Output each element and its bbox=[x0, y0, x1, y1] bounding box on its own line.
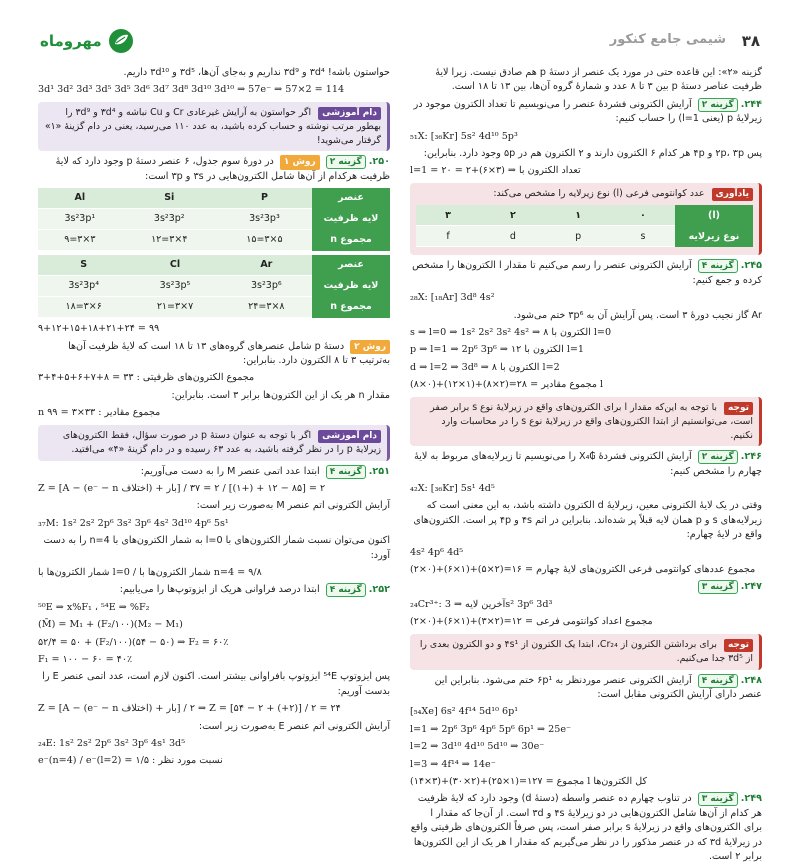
question-text: مقدار n هر یک از این الکترون‌ها برابر ۳ است. بنابراین: bbox=[171, 389, 390, 401]
equation: p ⇒ l=1 ⇒ 2p⁶ 3p⁶ ⇒ ۱۲ الکترون با l=1 bbox=[410, 344, 585, 356]
question-248 bbox=[410, 674, 762, 703]
equation: F₁ = ۱۰۰ − ۶۰ = ۴۰٪ bbox=[38, 654, 133, 666]
equation: 3d¹ 3d² 3d³ 3d⁵ 3d⁵ 3d⁶ 3d⁷ 3d⁸ 3d¹⁰ 3d¹⁰ ⇒ 57e⁻ ⇒ 57×2 = 114 bbox=[38, 84, 345, 96]
table-cell: ۱ bbox=[546, 205, 611, 226]
equation: 4s² 4p⁶ 4d⁵ bbox=[410, 546, 464, 558]
method-2 bbox=[38, 340, 390, 369]
equation: ₂₄E: 1s² 2s² 2p⁶ 3s² 3p⁶ 4s¹ 3d⁵ bbox=[38, 738, 186, 750]
attention-box bbox=[410, 397, 762, 447]
table-cell: Al bbox=[38, 188, 122, 209]
question-247 bbox=[410, 580, 762, 594]
equation: ۹+۱۲+۱۵+۱۸+۲۱+۲۴ = ۹۹ bbox=[38, 323, 160, 335]
table-header: عنصر bbox=[312, 255, 390, 276]
table-cell: ۰ bbox=[611, 205, 675, 226]
table-cell: ۳×۳=۹ bbox=[38, 230, 122, 251]
equation: ۵۲/۴ = ۵۰ + (F₂/۱۰۰)(۵۴ − ۵۰) ⇒ F₂ = ۶۰٪ bbox=[38, 636, 229, 648]
question-text: دستهٔ p شامل عنصرهای گروه‌های ۱۳ تا ۱۸ است که لایهٔ ظرفیت آن‌ها به‌ترتیب ۳ تا ۸ الکترون دارد. بنابراین: bbox=[68, 340, 390, 366]
question-251 bbox=[38, 465, 390, 479]
question-text: ابتدا درصد فراوانی هریک از ایزوتوپ‌ها را می‌یابیم: bbox=[119, 584, 320, 596]
question-number: ۲۴۹. bbox=[740, 793, 762, 805]
page-number: ۳۸ bbox=[741, 32, 760, 50]
equation: (۲×۰)+(۶×۱)+(۳×۲)=۱۲ = مجموع اعداد کوانتومی فرعی bbox=[410, 616, 653, 628]
table-cell: S bbox=[38, 255, 129, 276]
table-header: مجموع n bbox=[312, 297, 390, 318]
method-label: روش ۲ bbox=[350, 340, 390, 354]
table-cell: d bbox=[480, 226, 545, 247]
table-header: عنصر bbox=[312, 188, 390, 209]
equation: ₂₄Cr³⁺: آخرین لایه ⇒ 3s² 3p⁶ 3d³ bbox=[410, 598, 553, 610]
question-text: آرایش الکترونی عنصر موردنظر به ۶p¹ ختم می‌شود. بنابراین این عنصر دارای آرایش الکترونی مقابل است: bbox=[434, 674, 762, 700]
table-cell: p bbox=[546, 226, 611, 247]
question-246 bbox=[410, 450, 762, 479]
table-cell: ۳ bbox=[416, 205, 480, 226]
right-column bbox=[410, 66, 762, 863]
answer-badge: گزینه ۲ bbox=[326, 155, 366, 169]
question-number: ۲۵۰. bbox=[368, 156, 390, 168]
table-cell: 3s²3p⁴ bbox=[38, 276, 129, 297]
attention-label: توجه bbox=[724, 402, 753, 416]
question-text: Ar گاز نجیب دورهٔ ۳ است. پس آرایش آن به ۳p⁶ ختم می‌شود. bbox=[513, 309, 762, 321]
valence-table-1 bbox=[38, 188, 390, 251]
equation: n مجموع مقادیر : ۳۳×۳ = ۹۹ bbox=[38, 407, 161, 419]
equation: ۳+۴+۵+۶+۷+۸ = ۳۳ : مجموع الکترون‌های ظرفیتی bbox=[38, 372, 255, 384]
question-text: وقتی در یک لایهٔ الکترونی معین، زیرلایهٔ d الکترون داشته باشد، به این معنی است که زیرلایه‌های s و p همان لایه قبلاً پر شده‌اند. بنابراین در اتم ۴s و ۴p پر است. الکترون‌های واقع در لایهٔ چهارم: bbox=[413, 500, 762, 541]
equation: l=2 ⇒ 3d¹⁰ 4d¹⁰ 5d¹⁰ ⇒ 30e⁻ bbox=[410, 741, 545, 753]
question-number: ۲۵۱. bbox=[368, 465, 390, 477]
table-cell: 3s²3p¹ bbox=[38, 209, 122, 230]
trap-label: دام آموزشی bbox=[318, 430, 381, 444]
question-text: ابتدا عدد اتمی عنصر M را به دست می‌آوریم: bbox=[140, 465, 320, 477]
question-245 bbox=[410, 259, 762, 288]
brand-leaf-icon bbox=[108, 28, 134, 54]
table-cell: ۴×۳=۱۲ bbox=[122, 230, 217, 251]
table-cell: s bbox=[611, 226, 675, 247]
equation: s ⇒ l=0 ⇒ 1s² 2s² 3s² 4s² ⇒ ۸ الکترون با l=0 bbox=[410, 326, 612, 338]
answer-badge: گزینه ۴ bbox=[326, 583, 366, 597]
reminder-box bbox=[410, 183, 762, 256]
reminder-text: عدد کوانتومی فرعی (l) نوع زیرلایه را مشخص می‌کند: bbox=[493, 187, 705, 199]
question-text: در تناوب چهارم ده عنصر واسطه (دستهٔ d) وجود دارد که لایهٔ ظرفیت هر کدام از آن‌ها شامل الکترون‌هایی در دو زیرلایهٔ ۴s و ۳d است. از آن‌جا که مقدار l برای الکترون‌های واقع در زیرلایهٔ s برابر صفر است، پس صرفاً الکترون‌های ظرفیتی واقع در زیرلایهٔ ۳d که در عنصر مذکور را در نظر می‌گیریم که مقدار l هر یک از این الکترون‌ها برابر ۲ است. bbox=[410, 793, 762, 863]
table-cell: ۸×۳=۲۴ bbox=[221, 297, 312, 318]
answer-badge: گزینه ۴ bbox=[698, 259, 738, 273]
question-text: آرایش الکترونی عنصر را رسم می‌کنیم تا مقدار l الکترون‌ها را مشخص کرده و جمع کنیم: bbox=[412, 260, 762, 286]
equation: (۲×۰)+(۶×۱)+(۵×۲)=۱۶ = مجموع عددهای کوانتومی فرعی الکترون‌های لایهٔ چهارم bbox=[410, 563, 756, 575]
attention-text: برای برداشتن الکترون از Cr₂₄، ابتدا یک الکترون از ۴s¹ و دو الکترون بعدی را از ۳d⁵ جدا می‌کنیم. bbox=[419, 638, 753, 665]
question-number: ۲۴۵. bbox=[740, 260, 762, 272]
table-cell: 3s²3p⁶ bbox=[221, 276, 312, 297]
equation: (۸×۰)+(۱۲×۱)+(۸×۲)=۲۸ = مجموع مقادیر l bbox=[410, 379, 604, 391]
left-column bbox=[38, 66, 390, 780]
question-number: ۲۴۸. bbox=[740, 674, 762, 686]
valence-table-2 bbox=[38, 255, 390, 318]
table-cell: ۷×۳=۲۱ bbox=[129, 297, 220, 318]
equation: Z = [A − (e⁻ − n اختلاف) + بار] / ۲ ⇒ Z = [۵۴ − ۲ + (+۲)] / ۲ = ۲۴ bbox=[38, 703, 341, 715]
equation: l=3 ⇒ 4f¹⁴ ⇒ 14e⁻ bbox=[410, 758, 496, 770]
paragraph: گزینه «۲»: این قاعده حتی در مورد یک عنصر از دستهٔ p هم صادق نیست. زیرا لایهٔ ظرفیت عناصر دستهٔ p بین ۳ تا ۸ عدد و شمارهٔ گروه آن‌ها، بین ۱۳ تا ۱۸ است. bbox=[435, 67, 762, 93]
method-label: روش ۱ bbox=[280, 155, 320, 169]
question-text: آرایش الکترونی اتم عنصر M به‌صورت زیر است: bbox=[196, 500, 390, 512]
trap-box bbox=[38, 425, 390, 461]
table-cell: f bbox=[416, 226, 480, 247]
equation: e⁻(n=4) / e⁻(l=2) = ۱/۵ : نسبت مورد نظر bbox=[38, 755, 223, 767]
question-text: پس ایزوتوپ ⁵⁴E ایزوتوپ بافراوانی بیشتر است. اکنون لازم است، عدد اتمی عنصر E را بدست آوریم: bbox=[42, 671, 390, 697]
answer-badge: گزینه ۲ bbox=[698, 450, 738, 464]
question-number: ۲۴۷. bbox=[740, 581, 762, 593]
equation: (۱۴×۳)+(۳۰×۲)+(۲۵×۱)=۱۲۷ = مجموع l کل الکترون‌ها bbox=[410, 776, 648, 787]
question-text: آرایش الکترونی فشردهٔ X₄₲ را می‌نویسیم تا زیرلایه‌های مربوط به لایهٔ چهارم را مشخص کنیم: bbox=[414, 451, 762, 477]
table-cell: ۲ bbox=[480, 205, 545, 226]
quantum-number-table bbox=[416, 205, 753, 247]
equation: [₅₄Xe] 6s² 4f¹⁴ 5d¹⁰ 6p¹ bbox=[410, 706, 519, 718]
answer-badge: گزینه ۳ bbox=[698, 580, 738, 594]
attention-label: توجه bbox=[724, 639, 753, 653]
trap-text: اگر با توجه به عنوان دستهٔ p در صورت سؤال، فقط الکترون‌های زیرلایهٔ p را در نظر گرفته باشید، به عدد ۶۳ رسیده و در دام گزینهٔ «۴» می‌افتید. bbox=[62, 429, 381, 456]
table-header: مجموع n bbox=[312, 230, 390, 251]
table-cell: Cl bbox=[129, 255, 220, 276]
trap-text: اگر حواستون به آرایش غیرعادی Cr و Cu نباشه و ۳d⁴ و ۳d⁹ را بهطور مرتب نوشته و حساب کرده باشید، به عدد ۱۱۰ می‌رسید، یعنی در دام گزینهٔ «۱» گرفتار می‌شوید! bbox=[44, 106, 381, 146]
page-header bbox=[40, 28, 760, 62]
table-cell: Si bbox=[122, 188, 217, 209]
question-244 bbox=[410, 98, 762, 127]
table-cell: 3s²3p² bbox=[122, 209, 217, 230]
attention-text: با توجه به این‌که مقدار l برای الکترون‌های واقع در زیرلایهٔ نوع s برابر صفر است، می‌توانستیم از ابتدا الکترون‌های واقع در زیرلایهٔ نوع s را در محاسبات وارد نکنیم. bbox=[430, 401, 753, 441]
question-249 bbox=[410, 792, 762, 864]
equation: l=1 ⇒ 2p⁶ 3p⁶ 4p⁶ 5p⁶ 6p¹ ⇒ 25e⁻ bbox=[410, 723, 572, 735]
table-cell: ۶×۳=۱۸ bbox=[38, 297, 129, 318]
trap-label: دام آموزشی bbox=[318, 107, 381, 121]
answer-badge: گزینه ۲ bbox=[698, 98, 738, 112]
answer-badge: گزینه ۴ bbox=[326, 465, 366, 479]
question-text: در دورهٔ سوم جدول، ۶ عنصر دستهٔ p وجود دارد که لایهٔ ظرفیت هرکدام از آن‌ها شامل الکترون‌هایی در ۳s و ۳p است: bbox=[55, 156, 390, 182]
attention-box bbox=[410, 634, 762, 670]
question-text: پس ۲p، ۳p و ۴p هر کدام ۶ الکترون دارند و ۲ الکترون هم در ۵p وجود دارد. بنابراین: bbox=[423, 148, 762, 160]
table-cell: P bbox=[217, 188, 312, 209]
equation: ₂₈X: [₁₈Ar] 3d⁸ 4s² bbox=[410, 292, 495, 304]
question-number: ۲۴۴. bbox=[740, 98, 762, 110]
table-header: (l) bbox=[675, 205, 753, 226]
answer-badge: گزینه ۴ bbox=[698, 674, 738, 688]
equation: (M̄) = M₁ + (F₂/۱۰۰)(M₂ − M₁) bbox=[38, 619, 183, 631]
paragraph: حواستون باشه! ۳d⁴ و ۳d⁹ نداریم و به‌جای آن‌ها، ۳d⁵ و ۳d¹⁰ داریم. bbox=[123, 67, 390, 78]
table-cell: 3s²3p⁵ bbox=[129, 276, 220, 297]
table-header: لایه ظرفیت bbox=[312, 209, 390, 230]
book-title: شیمی جامع کنکور bbox=[609, 32, 726, 47]
equation: ₃₇M: 1s² 2s² 2p⁶ 3s² 3p⁶ 4s² 3d¹⁰ 4p⁶ 5s¹ bbox=[38, 517, 229, 529]
question-number: ۲۴۶. bbox=[740, 451, 762, 463]
trap-box bbox=[38, 102, 390, 152]
brand-name: مهروماه bbox=[40, 32, 102, 50]
equation: Z = [A − (e⁻ − n اختلاف) + بار] / ۲ = [۸۵ − ۱۲ + (+۱)] / ۲ = ۳۷ bbox=[38, 482, 326, 494]
question-252 bbox=[38, 583, 390, 597]
question-number: ۲۵۲. bbox=[368, 584, 390, 596]
equation: ₅₁X: [₃₆Kr] 5s² 4d¹⁰ 5p³ bbox=[410, 130, 518, 142]
reminder-label: یادآوری bbox=[712, 188, 754, 202]
table-cell: Ar bbox=[221, 255, 312, 276]
brand-logo bbox=[40, 28, 134, 54]
equation: شمار الکترون‌ها با l=0 / شمار الکترون‌ها با n=4 = ۹/۸ bbox=[38, 567, 262, 578]
question-text: آرایش الکترونی فشردهٔ عنصر را می‌نویسیم تا تعداد الکترون موجود در زیرلایهٔ p (یعنی l=1) را حساب کنیم: bbox=[413, 98, 762, 125]
question-250 bbox=[38, 155, 390, 184]
answer-badge: گزینه ۳ bbox=[698, 792, 738, 806]
table-header: لایه ظرفیت bbox=[312, 276, 390, 297]
question-text: اکنون می‌توان نسبت شمار الکترون‌های با l=0 به شمار الکترون‌های با n=4 را به دست آورد: bbox=[43, 535, 390, 561]
equation: d ⇒ l=2 ⇒ 3d⁸ ⇒ ۸ الکترون با l=2 bbox=[410, 361, 560, 373]
table-cell: 3s²3p³ bbox=[217, 209, 312, 230]
equation: ₄₂X: [₃₆Kr] 5s¹ 4d⁵ bbox=[410, 482, 495, 494]
table-cell: ۵×۳=۱۵ bbox=[217, 230, 312, 251]
equation: ⁵⁰E ⇒ x%F₁ ، ⁵⁴E ⇒ %F₂ bbox=[38, 601, 150, 613]
table-header: نوع زیرلایه bbox=[675, 226, 753, 247]
question-text: آرایش الکترونی اتم عنصر E به‌صورت زیر است: bbox=[198, 720, 390, 732]
equation: l=1 = تعداد الکترون با ⇒ (۳×۶)+۲ = ۲۰ bbox=[410, 165, 581, 177]
